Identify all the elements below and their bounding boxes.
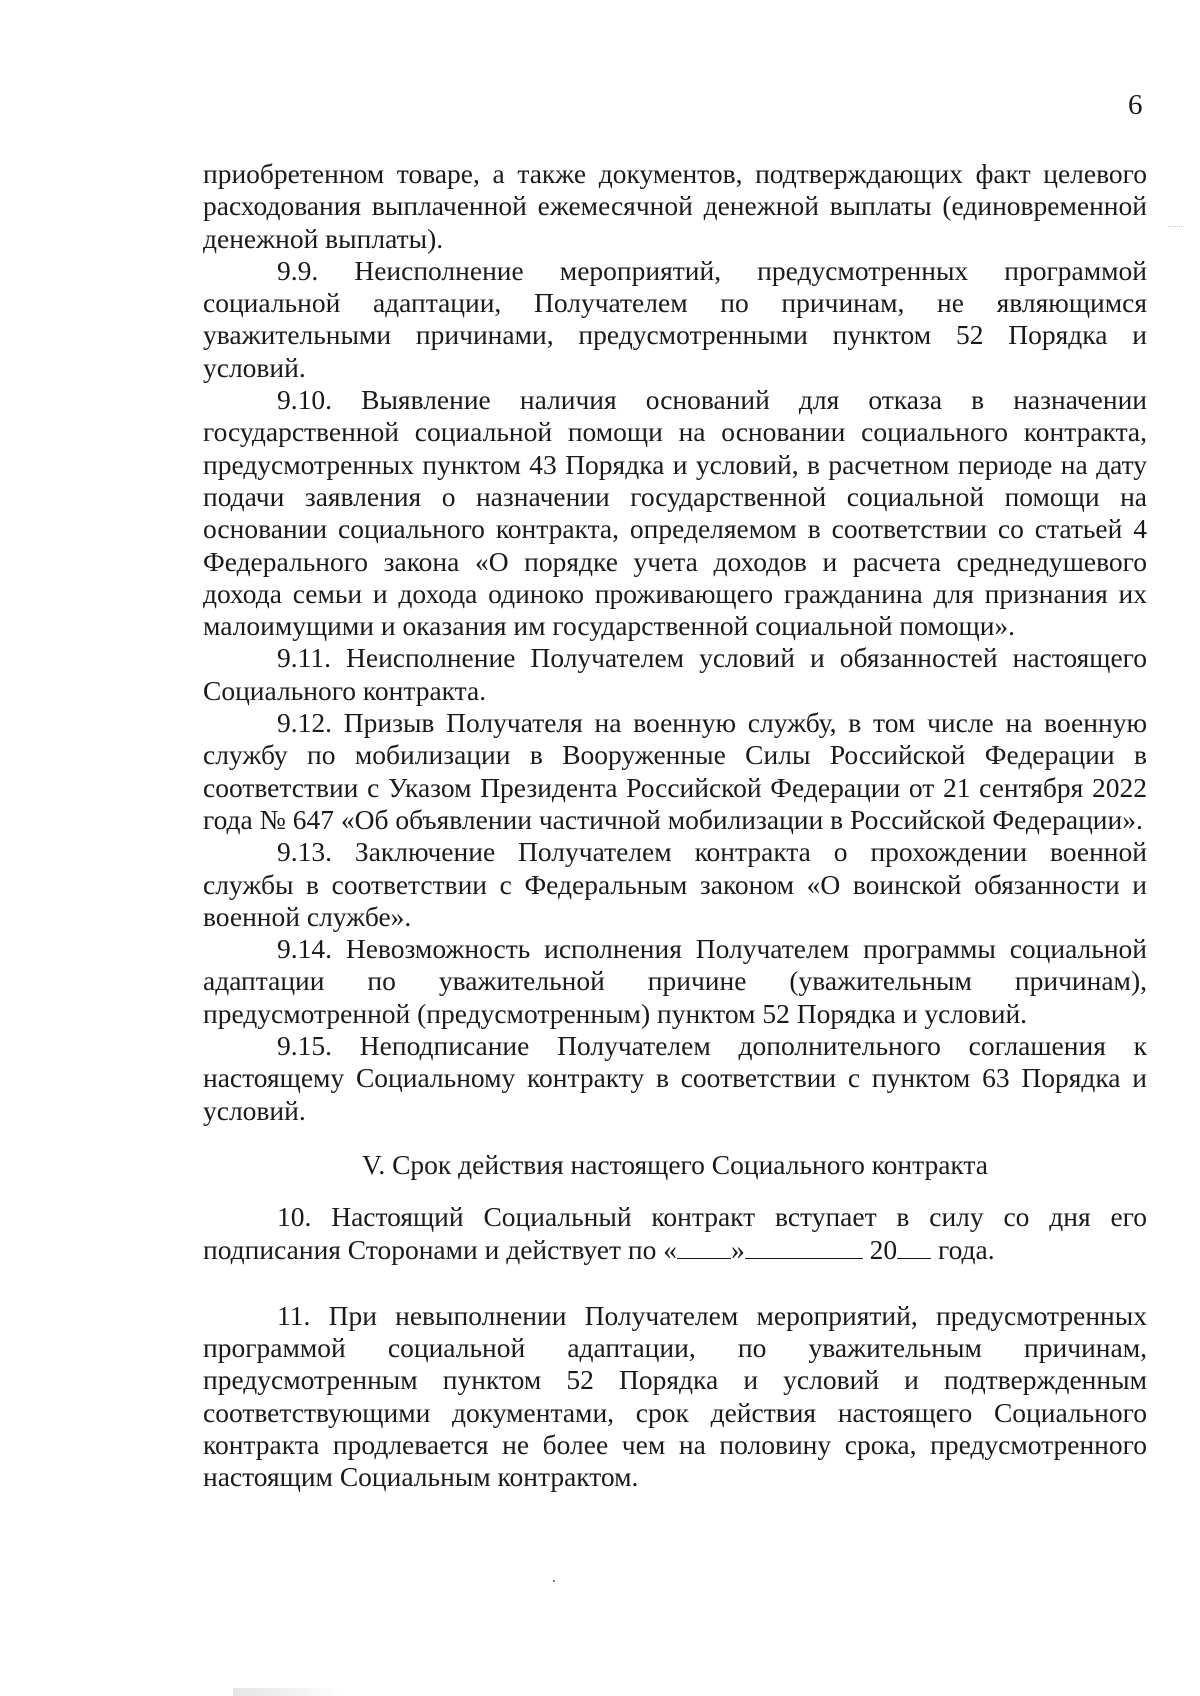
paragraph-9-13: 9.13. Заключение Получателем контракта о прохождении военной службы в соответствии с Федеральным законом «О воинской обязанности и военной службе».	[203, 836, 1147, 932]
blank-day-field	[677, 1234, 731, 1259]
paragraph-9-9: 9.9. Неисполнение мероприятий, предусмотренных программой социальной адаптации, Получателем по причинам, не являющимся уважительными причинами, предусмотренными пунктом 52 Порядка и условий.	[203, 254, 1147, 383]
scan-dot	[553, 1580, 555, 1582]
blank-month-field	[745, 1234, 863, 1259]
paragraph-10-year-suffix: года.	[931, 1233, 995, 1265]
blank-year-field	[897, 1234, 931, 1259]
paragraph-9-14: 9.14. Невозможность исполнения Получателем программы социальной адаптации по уважительной причине (уважительным причинам), предусмотренной (предусмотренным) пунктом 52 Порядка и условий.	[203, 933, 1147, 1029]
paragraph-9-15: 9.15. Неподписание Получателем дополнительного соглашения к настоящему Социальному контракту в соответствии с пунктом 63 Порядка и условий.	[203, 1030, 1147, 1126]
paragraph-9-10: 9.10. Выявление наличия оснований для отказа в назначении государственной социальной помощи на основании социального контракта, предусмотренных пунктом 43 Порядка и условий, в расчетном периоде на дату подачи заявления о назначении государственной социальной помощи на основании социального контракта, определяемом в соответствии со статьей 4 Федерального закона «О порядке учета доходов и расчета среднедушевого дохода семьи и дохода одиноко проживающего гражданина для признания их малоимущими и оказания им государственной социальной помощи».	[203, 384, 1147, 642]
section-v-title: V. Срок действия настоящего Социального контракта	[362, 1148, 988, 1180]
paragraph-9-11: 9.11. Неисполнение Получателем условий и обязанностей настоящего Социального контракта.	[203, 642, 1147, 706]
paragraph-continuation: приобретенном товаре, а также документов, подтверждающих факт целевого расходования выплаченной ежемесячной денежной выплаты (единовременной денежной выплаты).	[203, 158, 1147, 254]
paragraph-10-text: 10. Настоящий Социальный контракт вступает в силу со дня его подписания Сторонами и действует по «	[203, 1201, 1147, 1265]
paragraph-11: 11. При невыполнении Получателем мероприятий, предусмотренных программой социальной адаптации, по уважительным причинам, предусмотренным пунктом 52 Порядка и условий и подтвержденным соответствующими документами, срок действия настоящего Социального контракта продлевается не более чем на половину срока, предусмотренного настоящим Социальным контрактом.	[203, 1299, 1147, 1493]
document-body	[203, 158, 1147, 1494]
paragraph-9-12: 9.12. Призыв Получателя на военную службу, в том числе на военную службу по мобилизации в Вооруженные Силы Российской Федерации в соответствии с Указом Президента Российской Федерации от 21 сентября 2022 года № 647 «Об объявлении частичной мобилизации в Российской Федерации».	[203, 707, 1147, 835]
scan-artifact	[1168, 226, 1184, 229]
paragraph-10	[203, 1201, 1147, 1266]
page-number: 6	[1128, 89, 1143, 121]
paragraph-10-quote-close: »	[730, 1233, 745, 1265]
paragraph-10-year-prefix: 20	[862, 1233, 898, 1265]
scan-artifact-bottom	[233, 1688, 343, 1696]
